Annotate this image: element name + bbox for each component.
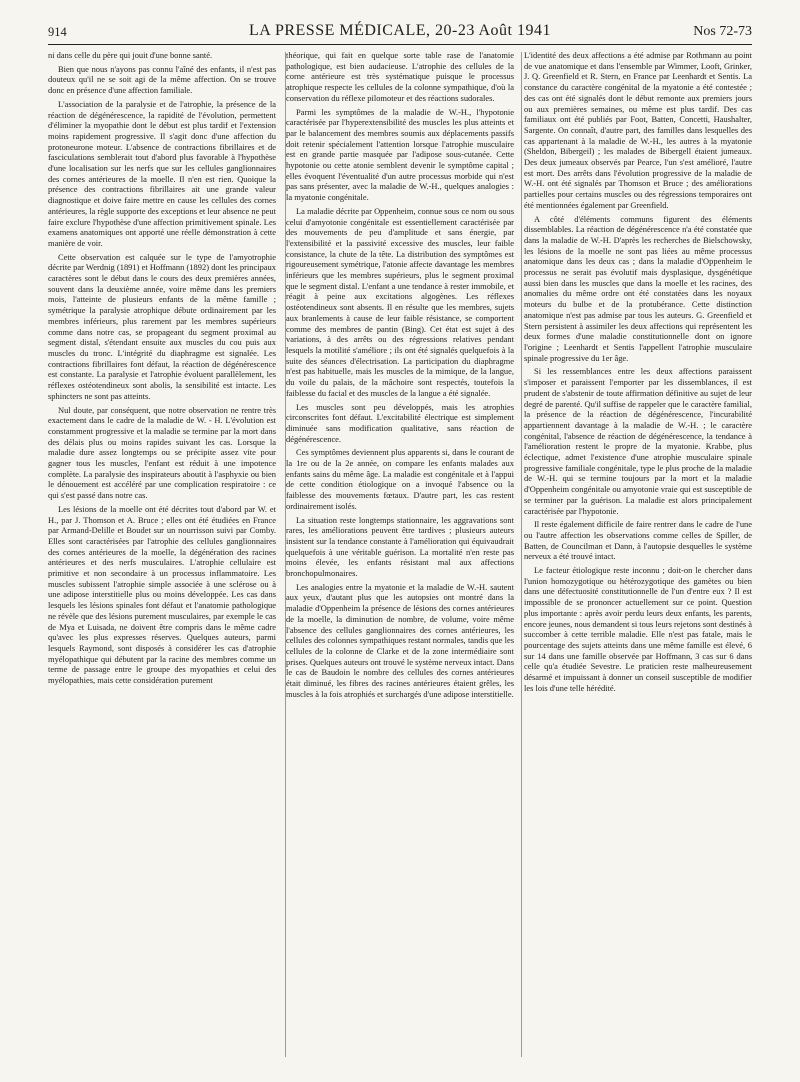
paragraph: Les analogies entre la myatonie et la maladie de W.-H. sautent aux yeux, d'autant plus que les autopsies ont montré dans la maladie d'Oppenheim la présence de lésions des cornes antérieures de la moelle, la diminution de nombre, de volume, voire même l'absence des cellules ganglionnaires des cornes antérieures, les cellules des colonnes sympathiques restant normales, tandis que les cellules de la colonne de Clarke et de la zone intermédiaire sont prises. Quelques auteurs ont trouvé le système nerveux intact. Dans le cas de Baudoin le nombre des cellules des cornes antérieures était diminué, les fibres des racines antérieures étaient grêles, les muscles à la fois atrophiés et surchargés d'une adipose interstitielle.	[286, 581, 514, 699]
paragraph: Cette observation est calquée sur le type de l'amyotrophie décrite par Werdnig (1891) et Hoffmann (1892) dont les principaux caractères sont le début dans le cours des deux premières années, souvent dans la deuxième année, voire même dans les premiers mois, l'atteinte de plusieurs enfants de la même famille ; symétrique la paralysie atrophique débute ordinairement par les membres inférieurs, plus rarement par les membres supérieurs comme dans notre cas, se propageant du segment proximal au segment distal, s'étendant ensuite aux muscles du cou puis aux muscles du tronc. L'intégrité du diaphragme est signalée. Les contractions fibrillaires font défaut, la réaction de dégénérescence est constante. La paralysie et l'atrophie évoluent parallèlement, les réflexes ostéotendineux sont abolis, la sensibilité est intacte. Les sphincters ne sont pas atteints.	[48, 251, 276, 401]
paragraph: Nul doute, par conséquent, que notre observation ne rentre très exactement dans le cadre de la maladie de W. - H. L'évolution est constamment progressive et la maladie se termine par la mort dans des délais plus ou moins rapides suivant les cas. Lorsque la maladie dure assez longtemps ou se précipite assez vite pour gagner tous les muscles, l'enfant est réduit à une impotence complète. La paralysie des inspirateurs aboutit à l'asphyxie ou bien le dénouement est accéléré par une complication respiratoire : ce qui s'est passé dans notre cas.	[48, 404, 276, 501]
running-header	[48, 22, 752, 45]
page-number: 914	[48, 25, 67, 39]
text-column-2	[286, 50, 514, 1062]
article-body	[48, 50, 752, 1062]
paragraph: ni dans celle du père qui jouit d'une bonne santé.	[48, 50, 213, 60]
paragraph: La situation reste longtemps stationnaire, les aggravations sont rares, les améliorations peuvent être tardives ; plusieurs auteurs insistent sur la tendance constante à l'amélioration qui équivaudrait quelquefois à une véritable guérison. La mortalité n'en reste pas moins élevée, les enfants résistant mal aux affections bronchopulmonaires.	[286, 514, 514, 579]
paragraph: Bien que nous n'ayons pas connu l'aîné des enfants, il n'est pas douteux qu'il ne se soit agi de la même affection. On se trouve donc en présence d'une affection familiale.	[48, 63, 276, 96]
paragraph: Le facteur étiologique reste inconnu ; doit-on le chercher dans l'union homozygotique ou hétérozygotique des gamètes ou bien dans une défectuosité constitutionnelle de l'un d'entre eux ? Il est impossible de se prononcer actuellement sur ce point. Question plus importante : après avoir perdu leurs deux enfants, les parents, encore jeunes, nous demandent si tous leurs rejetons sont destinés à succomber à cette terrible maladie. Elle n'est pas fatale, mais le pourcentage des sujets atteints dans une même famille est élevé, 6 sur 14 dans une famille observée par Hoffmann, 3 cas sur 6 dans celle qu'a étudiée Sevestre. Le praticien reste malheureusement désarmé et impuissant à donner un conseil susceptible de modifier les lois d'une telle hérédité.	[524, 565, 752, 693]
paragraph: Les muscles sont peu développés, mais les atrophies circonscrites font défaut. L'excitabilité électrique est simplement diminuée sans modification qualitative, sans réaction de dégénérescence.	[286, 401, 514, 444]
text-column-3	[524, 50, 752, 1062]
journal-title: LA PRESSE MÉDICALE, 20-23 Août 1941	[249, 22, 551, 39]
paragraph: Parmi les symptômes de la maladie de W.-H., l'hypotonie caractérisée par l'hyperextensibilité des muscles les plus atteints et par le balancement des membres soumis aux déplacements passifs doit retenir spécialement l'attention lorsque l'atrophie musculaire est en grande partie masquée par l'adipose sous-cutanée. Cette hypotonie ou cette atonie semblent devenir le symptôme capital ; elles évoquent l'éventualité d'un autre processus morbide qui n'est pas sans présenter, avec la maladie de W.-H., quelques analogies : la myatonie congénitale.	[286, 106, 514, 203]
issue-number: Nos 72-73	[693, 24, 752, 39]
paragraph: Les lésions de la moelle ont été décrites tout d'abord par W. et H., par J. Thomson et A. Bruce ; elles ont été étudiées en France par Armand-Delille et Boudet sur un nourrisson suivi par Comby. Elles sont caractérisées par l'atrophie des cellules ganglionnaires des cornes antérieures de la moelle, la dégénération des racines antérieures et des nerfs musculaires. L'atrophie cellulaire est primitive et non secondaire à un processus inflammatoire. Les muscles subissent l'atrophie simple associée à une sclérose ou à une adipose interstitielle plus ou moins développée. Les cas dans lesquels les lésions spinales font défaut et l'anatomie pathologique ne révèle que des lésions purement musculaires, par exemple le cas de Mya et Luisada, ne doivent être compris dans le même cadre qu'avec les plus expresses réserves. Quelques auteurs, parmi lesquels Raymond, sont disposés à considérer les cas d'atrophie myélopathique qui débutent par la racine des membres comme un terme de passage entre le groupe des myopathies et celui des myélopathies, mais cette considération purement	[48, 503, 276, 686]
paragraph: La maladie décrite par Oppenheim, connue sous ce nom ou sous celui d'amyotonie congénitale est essentiellement caractérisée par des mouvements de peu d'amplitude et sans énergie, par l'extensibilité et la passivité excessive des muscles, leur faible consistance, la chute de la tête. La distribution des symptômes est rigoureusement symétrique, l'atonie affecte davantage les membres inférieurs que les membres supérieurs, plus le segment proximal que le segment distal. L'enfant a une tendance à rester immobile, et réagit à peine aux excitations algogènes. Les réflexes ostéotendineux sont absents. Il en résulte que les membres, sujets aux branlements à cause de leur faible résistance, se comportent comme des membres de pantin (Bing). Cet état est sujet à des variations, à des arrêts ou des régressions relatives pendant lesquels la motilité s'améliore ; ils ont été signalés quelquefois à la suite des séances d'électrisation. La participation du diaphragme n'est pas habituelle, mais les muscles de la mimique, de la langue, du voile du palais, de la mâchoire sont respectés, toutefois la faiblesse du facial et des muscles de la langue a été signalée.	[286, 205, 514, 398]
paragraph: Si les ressemblances entre les deux affections paraissent s'imposer et paraissent l'emporter par les dissemblances, il est prudent de s'abstenir de toute affirmation définitive au sujet de leur degré de parenté. Qu'il suffise de rappeler que le caractère familial, la présence de la réaction de dégénérescence, l'incurabilité appartiennent davantage à la maladie de W.-H. ; le caractère congénital, l'absence de réaction de dégénérescence, la tendance à l'amélioration restent le propre de la myatonie. Krabbe, plus éclectique, admet l'existence d'une atrophie musculaire spinale progressive familiale congénitale, type le plus proche de la maladie de W.-H. qui se termine toujours par la mort et la maladie d'Oppenheim congénitale ou amyotonie vraie qui est susceptible de se terminer par la guérison. La maladie est alors principalement caractérisée par l'hypotonie.	[524, 366, 752, 516]
text-column-1	[48, 50, 276, 1062]
paragraph: A côté d'éléments communs figurent des éléments dissemblables. La réaction de dégénérescence n'a été constatée que dans la maladie de W.-H. D'après les recherches de Bielschowsky, les lésions de la moelle ne sont pas liées au même processus anatomique dans les deux cas ; dans la maladie d'Oppenheim le processus ne serait pas évolutif mais dysplasique, dysgénétique aussi bien dans les muscles que dans la moelle et les racines, des anomalies du même ordre ont été constatées dans les noyaux moteurs du bulbe et de la protubérance. Cette distinction anatomique n'est pas admise par tous les auteurs. G. Greenfield et Stern persistent à assimiler les deux affections qui représentent les deux formes d'une maladie constitutionnelle dont on ignore l'origine ; Leenhardt et Sentis l'appellent l'atrophie musculaire spinale progressive du 1er âge.	[524, 213, 752, 363]
paragraph: L'association de la paralysie et de l'atrophie, la présence de la réaction de dégénérescence, la rapidité de l'évolution, permettent d'éliminer la myopathie dont le début est plus tardif et l'extension moins rapidement progressive. Il s'agit donc d'une affection du protoneurone moteur. L'absence de contractions fibrillaires et de fasciculations semblerait tout d'abord plus favorable à l'hypothèse d'une localisation sur les nerfs que sur les cellules ganglionnaires des cornes antérieures de la moelle. Il n'en est rien. Quoique la présence des contractions fibrillaires ait une grande valeur diagnostique et doive faire mettre en cause les cellules des cornes antérieures, la règle supporte des exceptions et leur absence ne peut faire exclure l'hypothèse d'une affection primitivement spinale. Les examens anatomiques ont apporté une réelle démonstration à cette manière de voir.	[48, 98, 276, 248]
paragraph: Il reste également difficile de faire rentrer dans le cadre de l'une ou l'autre affection les observations comme celles de Spiller, de Batten, de Councilman et Dann, à l'autopsie desquelles le système nerveux a été trouvé intact.	[524, 519, 752, 562]
paragraph: théorique, qui fait en quelque sorte table rase de l'anatomie pathologique, est bien audacieuse. L'atrophie des cellules de la corne antérieure est très systématique puisque le processus atrophique respecte les cellules de la colonne sympathique, d'où la conservation du réflexe pilomoteur et des réactions sudorales.	[286, 50, 514, 103]
paragraph: L'identité des deux affections a été admise par Rothmann au point de vue anatomique et dans l'ensemble par Wimmer, Looft, Grinker, J. Q. Greenfield et R. Stern, en France par Leenhardt et Sentis. La constance du caractère congénital de la myatonie a été contestée ; des cas ont été signalés dont le début remonte aux premiers jours ou aux premières semaines, ou même est plus tardif. Des cas familiaux ont été publiés par Foot, Batten, Concetti, Haushalter, Sargente. On connaît, d'autre part, des familles dans lesquelles des cas appartenant à la maladie de W.-H., les autres à la myatonie (Sheldon, Bibergeil) ; les malades de Bibergell étaient jumeaux. Des deux jumeaux observés par Pearce, l'un s'est amélioré, l'autre est mort. Des arrêts dans l'évolution progressive de la maladie de W.-H. ont été signalés par Thomson et Bruce ; des améliorations partielles pour certains muscles ou des régressions temporaires ont été mentionnées également par Greenfield.	[524, 50, 752, 210]
paragraph: Ces symptômes deviennent plus apparents si, dans le courant de la 1re ou de la 2e année, on compare les enfants malades aux enfants sains du même âge. La maladie est congénitale et à l'appui de cette condition étiologique on a invoqué l'absence ou la faiblesse des mouvements fœtaux. D'autre part, les cas restent ordinairement isolés.	[286, 447, 514, 511]
